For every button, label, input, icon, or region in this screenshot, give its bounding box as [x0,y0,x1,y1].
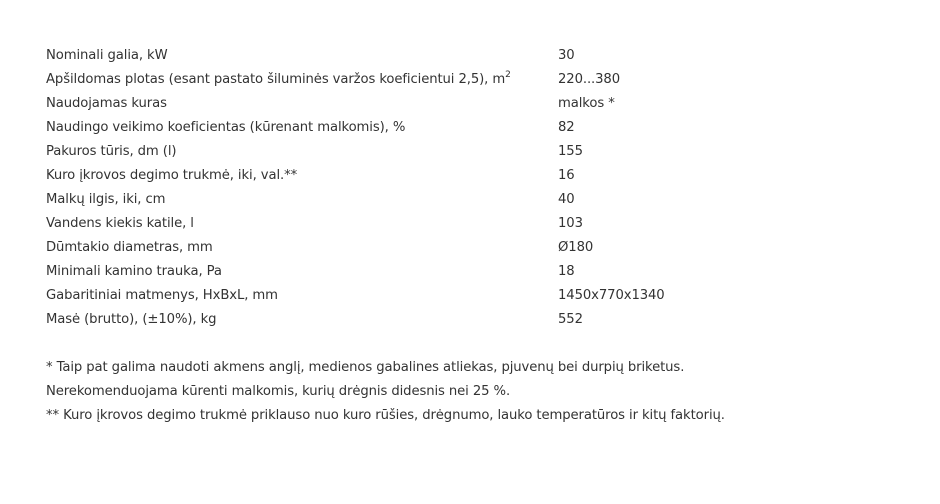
spec-value: 1450x770x1340 [558,288,665,303]
spec-row [46,188,766,212]
spec-value: Ø180 [558,240,594,255]
spec-value: 16 [558,168,575,183]
spec-value: 220...380 [558,72,621,87]
spec-label: Kuro įkrovos degimo trukmė, iki, val.** [46,168,298,183]
spec-row [46,308,766,332]
spec-value: 155 [558,144,583,159]
spec-label: Nominali galia, kW [46,48,168,63]
spec-row [46,44,766,68]
spec-row [46,164,766,188]
spec-value: 103 [558,216,583,231]
spec-row [46,92,766,116]
spec-label: Naudingo veikimo koeficientas (kūrenant malkomis), % [46,120,406,135]
spec-value: 40 [558,192,575,207]
spec-row [46,260,766,284]
spec-row [46,68,766,92]
spec-row [46,140,766,164]
spec-label: Masė (brutto), (±10%), kg [46,312,217,327]
spec-label: Vandens kiekis katile, l [46,216,194,231]
spec-value: 552 [558,312,583,327]
specifications-table [46,44,766,332]
spec-label: Minimali kamino trauka, Pa [46,264,222,279]
spec-label-superscript: 2 [505,69,511,80]
spec-value: 18 [558,264,575,279]
footnote-moisture: Nerekomenduojama kūrenti malkomis, kurių drėgnis didesnis nei 25 %. [46,384,511,399]
spec-row [46,212,766,236]
spec-value: 30 [558,48,575,63]
spec-label [46,68,558,92]
spec-label: Naudojamas kuras [46,96,167,111]
spec-label: Gabaritiniai matmenys, HxBxL, mm [46,288,278,303]
spec-row [46,236,766,260]
spec-label: Dūmtakio diametras, mm [46,240,213,255]
spec-label-text: Apšildomas plotas (esant pastato šiluminės varžos koeficientui 2,5), m [46,72,506,87]
spec-row [46,284,766,308]
spec-label: Pakuros tūris, dm (l) [46,144,177,159]
footnote-burn-time: ** Kuro įkrovos degimo trukmė priklauso nuo kuro rūšies, drėgnumo, lauko temperatūros ir kitų faktorių. [46,408,725,423]
spec-row [46,116,766,140]
footnotes [46,356,906,428]
spec-label: Malkų ilgis, iki, cm [46,192,166,207]
footnote-fuel: * Taip pat galima naudoti akmens anglį, medienos gabalines atliekas, pjuvenų bei durpių briketus. [46,360,685,375]
spec-value: 82 [558,120,575,135]
spec-value: malkos * [558,96,615,111]
